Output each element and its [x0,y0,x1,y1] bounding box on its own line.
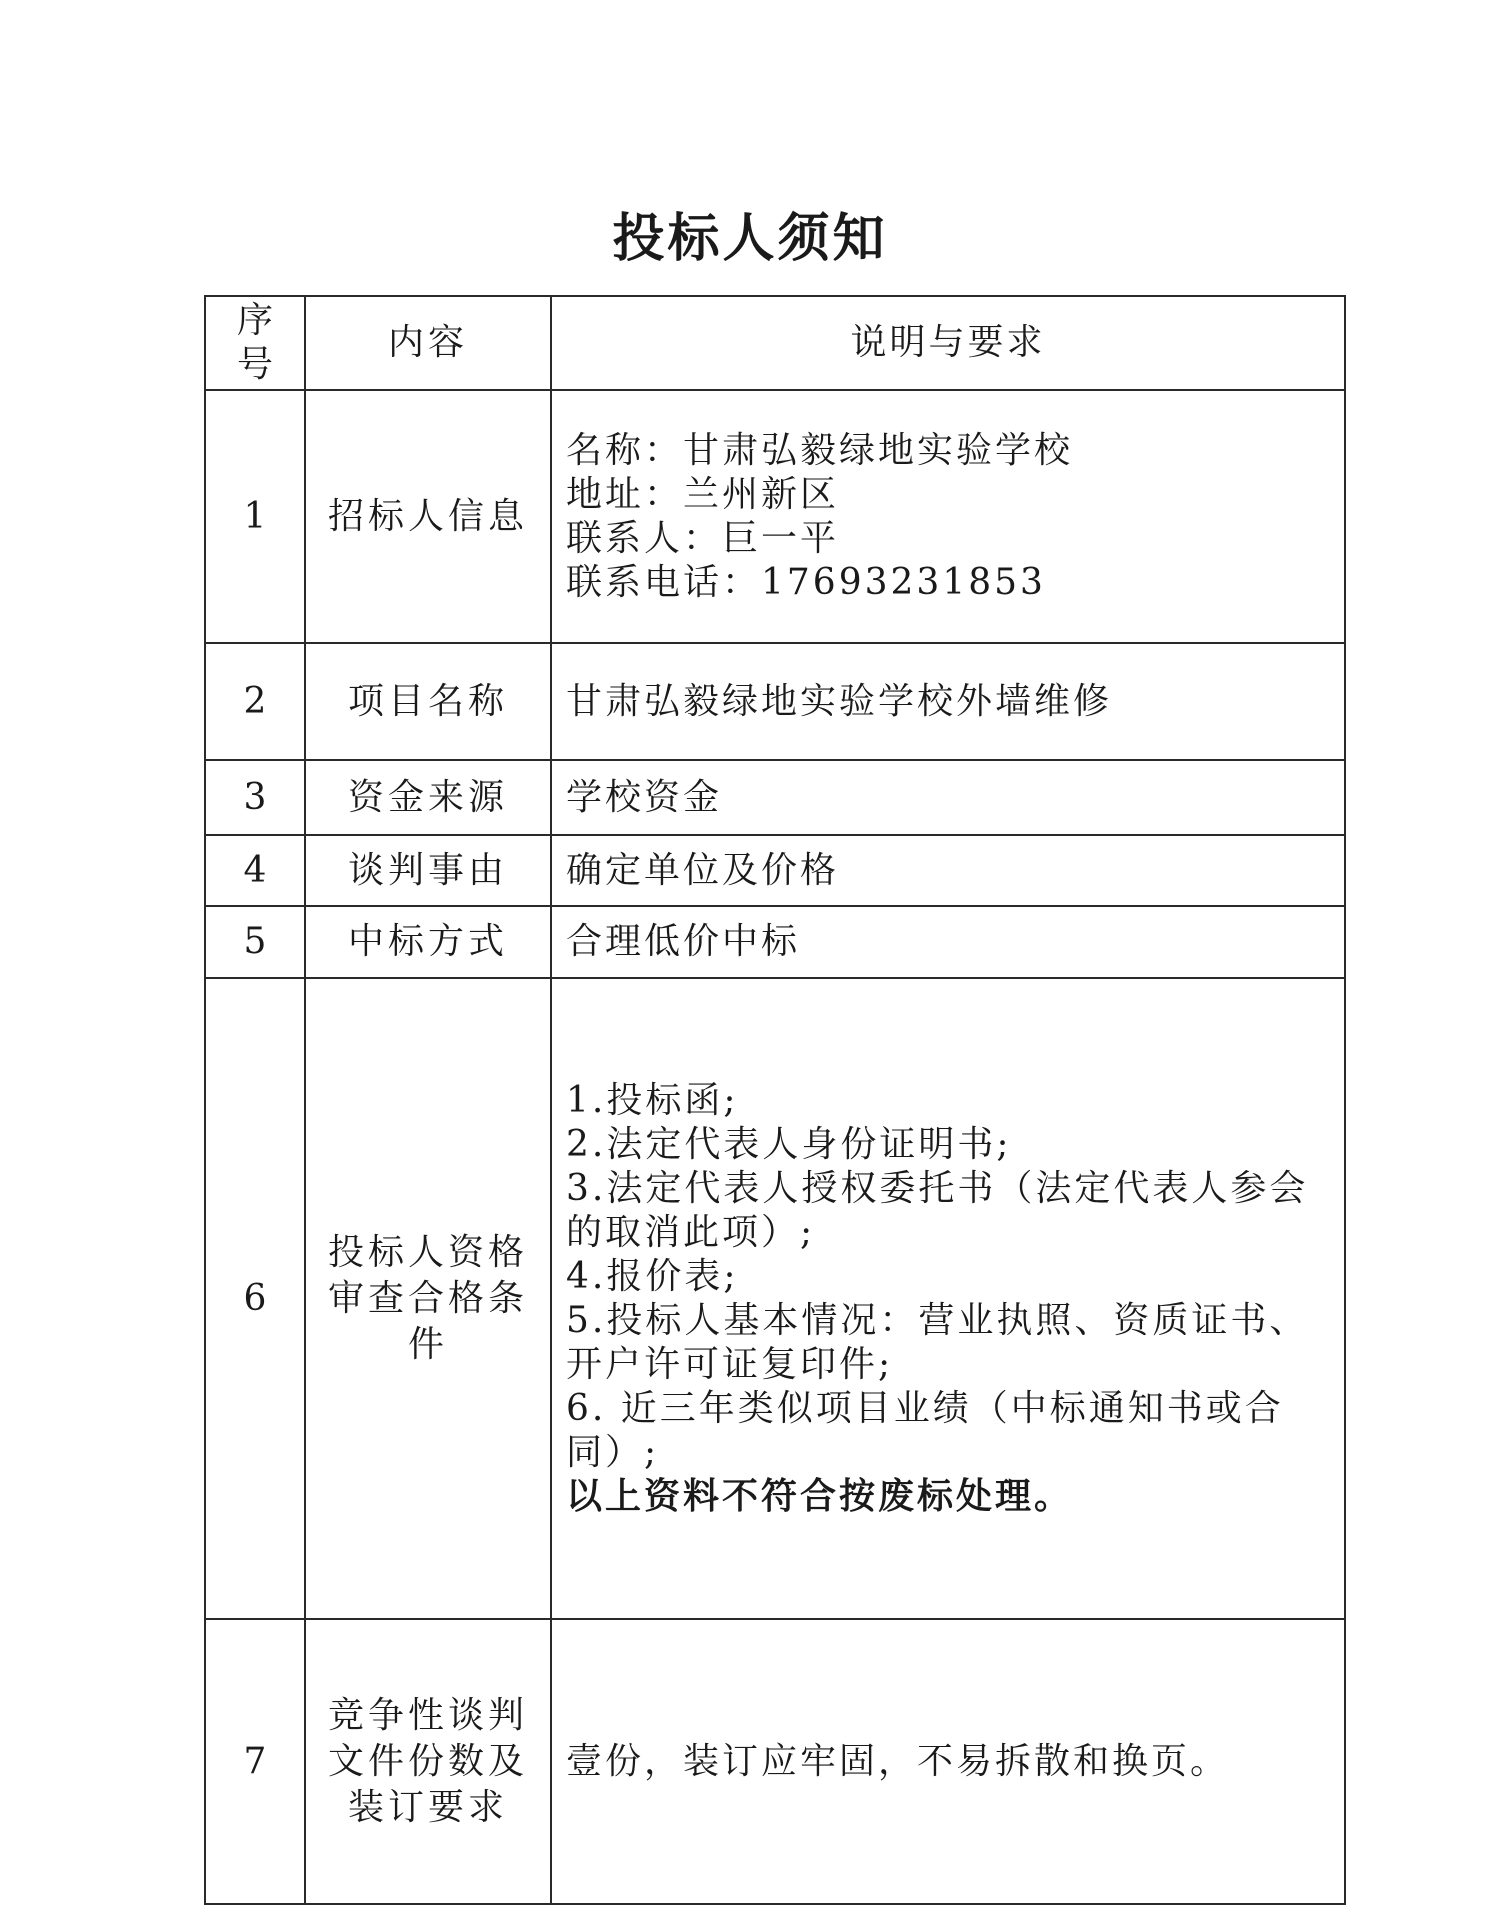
table-header-row [205,296,1345,390]
table-row [205,390,1345,643]
row-seq: 1 [205,390,305,643]
table-row [205,643,1345,760]
header-seq [205,296,305,390]
row-seq: 6 [205,978,305,1619]
disqualification-note: 以上资料不符合按废标处理。 [566,1475,1074,1517]
desc-line: 1.投标函; [566,1079,739,1121]
desc-line: 5.投标人基本情况：营业执照、资质证书、开户许可证复印件; [566,1299,1309,1385]
page-title: 投标人须知 [612,209,888,269]
row-seq: 3 [205,760,305,835]
row-item: 资金来源 [305,760,551,835]
row-item-text: 竞争性谈判文件份数及装订要求 [327,1694,528,1828]
table-row [205,760,1345,835]
header-desc: 说明与要求 [551,296,1345,390]
desc-line: 确定单位及价格 [566,849,840,891]
row-desc [551,906,1345,978]
desc-line: 名称：甘肃弘毅绿地实验学校 [566,429,1074,471]
row-desc [551,643,1345,760]
header-seq-line2: 号 [236,344,273,385]
table-row [205,1619,1345,1904]
row-desc [551,760,1345,835]
row-seq: 4 [205,835,305,906]
desc-line: 壹份，装订应牢固，不易拆散和换页。 [566,1740,1230,1782]
row-item-text: 投标人资格审查合格条件 [327,1231,528,1365]
row-seq: 5 [205,906,305,978]
row-item: 招标人信息 [305,390,551,643]
row-desc [551,978,1345,1619]
desc-line: 地址：兰州新区 [566,473,840,515]
row-item [305,1619,551,1904]
row-item: 中标方式 [305,906,551,978]
header-item: 内容 [305,296,551,390]
desc-line: 学校资金 [566,776,723,818]
desc-line: 4.报价表; [566,1255,739,1297]
desc-line: 2.法定代表人身份证明书; [566,1123,1012,1165]
desc-line: 合理低价中标 [566,921,801,962]
desc-line: 3.法定代表人授权委托书（法定代表人参会的取消此项）; [566,1167,1309,1253]
notice-table [204,295,1346,1905]
row-item [305,978,551,1619]
desc-line: 甘肃弘毅绿地实验学校外墙维修 [566,680,1113,722]
row-seq: 2 [205,643,305,760]
desc-line: 6. 近三年类似项目业绩（中标通知书或合同）; [566,1387,1284,1473]
desc-line: 联系人：巨一平 [566,517,840,559]
table-row [205,835,1345,906]
desc-line: 联系电话：17693231853 [566,561,1046,603]
row-item: 谈判事由 [305,835,551,906]
row-desc [551,835,1345,906]
table-row [205,978,1345,1619]
row-item: 项目名称 [305,643,551,760]
row-seq: 7 [205,1619,305,1904]
table-row [205,906,1345,978]
row-desc [551,1619,1345,1904]
row-desc [551,390,1345,643]
header-seq-line1: 序 [236,300,273,341]
